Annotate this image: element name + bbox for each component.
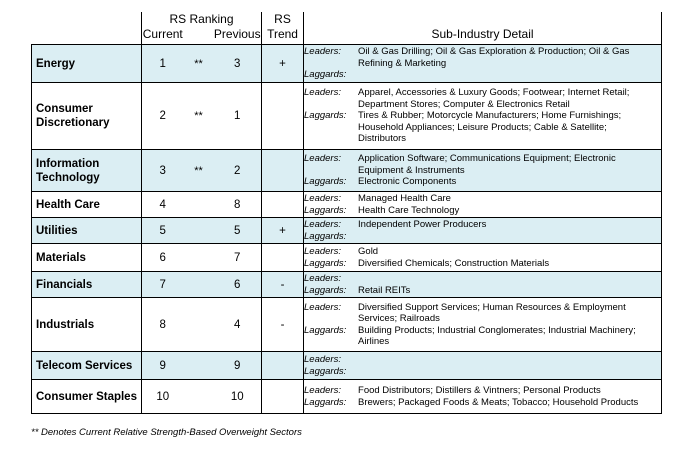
sector-row: [32, 83, 662, 150]
sector-name: Financials: [32, 272, 142, 298]
previous-rank: 5: [214, 218, 262, 244]
leaders-line: [304, 219, 661, 230]
sector-name: Information Technology: [32, 150, 142, 192]
overweight-marker: [184, 352, 214, 380]
laggards-label: Laggards:: [304, 324, 347, 336]
current-rank: 7: [142, 272, 184, 298]
leaders-text: [358, 354, 661, 365]
leaders-line: [304, 273, 661, 284]
rs-trend: [262, 380, 304, 414]
sector-rows: [32, 45, 662, 414]
laggards-line: [304, 231, 661, 242]
sub-industry-detail: [304, 192, 662, 218]
leaders-text: Food Distributors; Distillers & Vintners; Personal Products: [358, 385, 601, 397]
sector-ranking-table: [31, 12, 662, 414]
rs-trend: [262, 83, 304, 150]
laggards-label: Laggards:: [304, 365, 347, 377]
laggards-label: Laggards:: [304, 176, 347, 188]
overweight-marker: **: [184, 150, 214, 192]
current-rank: 10: [142, 380, 184, 414]
leaders-text: Diversified Support Services; Human Resources & Employment Services; Railroads: [358, 301, 626, 325]
laggards-text: Building Products; Industrial Conglomerates; Industrial Machinery; Airlines: [358, 324, 636, 347]
previous-rank: 6: [214, 272, 262, 298]
leaders-line: [304, 87, 661, 110]
overweight-marker: **: [184, 83, 214, 150]
leaders-text: Managed Health Care: [358, 193, 451, 205]
current-rank: 9: [142, 352, 184, 380]
sector-row: [32, 380, 662, 414]
sector-row: [32, 45, 662, 83]
sub-industry-detail: [304, 83, 662, 150]
current-rank: 2: [142, 83, 184, 150]
laggards-line: [304, 205, 661, 216]
leaders-line: [304, 153, 661, 176]
sub-industry-detail: [304, 380, 662, 414]
leaders-text: Gold: [358, 246, 379, 258]
sub-industry-detail: [304, 218, 662, 244]
laggards-text: [358, 231, 661, 242]
leaders-label: Leaders:: [304, 354, 341, 366]
leaders-text: Application Software; Communications Equipment; Electronic Equipment & Instruments: [358, 153, 616, 176]
laggards-label: Laggards:: [304, 110, 347, 122]
sector-row: [32, 244, 662, 272]
sector-row: [32, 352, 662, 380]
sub-industry-detail: [304, 244, 662, 272]
sub-industry-detail: [304, 298, 662, 352]
sector-ranking-table-container: [31, 12, 661, 414]
leaders-label: Leaders:: [304, 273, 341, 285]
leaders-label: Leaders:: [304, 153, 341, 165]
previous-rank: 1: [214, 83, 262, 150]
laggards-text: Retail REITs: [358, 284, 411, 296]
sector-row: [32, 298, 662, 352]
sector-name: Consumer Discretionary: [32, 83, 142, 150]
sub-industry-detail: [304, 150, 662, 192]
rs-trend: [262, 244, 304, 272]
laggards-label: Laggards:: [304, 230, 347, 242]
leaders-line: [304, 385, 661, 396]
overweight-marker: [184, 218, 214, 244]
leaders-label: Leaders:: [304, 87, 341, 99]
laggards-text: [358, 69, 661, 80]
rs-header: RS: [262, 12, 304, 27]
rs-trend: +: [262, 45, 304, 83]
footnote: ** Denotes Current Relative Strength-Based Overweight Sectors: [31, 427, 302, 438]
rs-trend: [262, 150, 304, 192]
current-rank: 1: [142, 45, 184, 83]
laggards-label: Laggards:: [304, 396, 347, 408]
previous-rank: 3: [214, 45, 262, 83]
leaders-line: [304, 246, 661, 257]
sub-industry-detail: [304, 272, 662, 298]
overweight-marker: [184, 298, 214, 352]
sector-name: Health Care: [32, 192, 142, 218]
leaders-text: Oil & Gas Drilling; Oil & Gas Exploration & Production; Oil & Gas Refining & Marketing: [358, 46, 630, 69]
rs-trend: -: [262, 272, 304, 298]
rs-ranking-header: RS Ranking: [142, 12, 262, 27]
sector-name: Energy: [32, 45, 142, 83]
laggards-text: Diversified Chemicals; Construction Materials: [358, 257, 550, 269]
sector-name: Telecom Services: [32, 352, 142, 380]
previous-rank: 9: [214, 352, 262, 380]
leaders-label: Leaders:: [304, 46, 341, 58]
sector-name: Materials: [32, 244, 142, 272]
overweight-marker: [184, 272, 214, 298]
current-rank: 6: [142, 244, 184, 272]
laggards-text: Electronic Components: [358, 176, 457, 188]
sector-name: Utilities: [32, 218, 142, 244]
leaders-label: Leaders:: [304, 385, 341, 397]
leaders-line: [304, 193, 661, 204]
overweight-marker: [184, 192, 214, 218]
laggards-label: Laggards:: [304, 284, 347, 296]
rs-trend: [262, 192, 304, 218]
laggards-line: [304, 176, 661, 187]
leaders-line: [304, 354, 661, 365]
laggards-line: [304, 285, 661, 296]
rs-trend: +: [262, 218, 304, 244]
leaders-text: Independent Power Producers: [358, 219, 487, 231]
previous-rank: 4: [214, 298, 262, 352]
leaders-label: Leaders:: [304, 246, 341, 258]
laggards-text: [358, 366, 661, 377]
laggards-label: Laggards:: [304, 204, 347, 216]
previous-header: Previous: [214, 27, 262, 45]
leaders-line: [304, 46, 661, 69]
overweight-marker: [184, 244, 214, 272]
laggards-line: [304, 110, 661, 144]
current-rank: 8: [142, 298, 184, 352]
current-rank: 5: [142, 218, 184, 244]
laggards-line: [304, 366, 661, 377]
laggards-text: Brewers; Packaged Foods & Meats; Tobacco; Household Products: [358, 396, 639, 408]
previous-rank: 7: [214, 244, 262, 272]
leaders-label: Leaders:: [304, 219, 341, 231]
sector-row: [32, 272, 662, 298]
rs-trend: -: [262, 298, 304, 352]
current-rank: 3: [142, 150, 184, 192]
previous-rank: 2: [214, 150, 262, 192]
leaders-text: Apparel, Accessories & Luxury Goods; Footwear; Internet Retail; Department Stores; Computer & Electronics Retail: [358, 87, 630, 110]
leaders-line: [304, 302, 661, 325]
leaders-text: [358, 273, 661, 284]
sector-name: Industrials: [32, 298, 142, 352]
laggards-line: [304, 69, 661, 80]
laggards-text: Health Care Technology: [358, 204, 460, 216]
sub-industry-detail: [304, 352, 662, 380]
laggards-label: Laggards:: [304, 257, 347, 269]
current-rank: 4: [142, 192, 184, 218]
sector-name: Consumer Staples: [32, 380, 142, 414]
overweight-marker: **: [184, 45, 214, 83]
previous-rank: 8: [214, 192, 262, 218]
rs-trend: [262, 352, 304, 380]
previous-rank: 10: [214, 380, 262, 414]
sub-industry-detail: [304, 45, 662, 83]
laggards-text: Tires & Rubber; Motorcycle Manufacturers; Home Furnishings; Household Appliances; Leisure Products; Cable & Satellite; Distributors: [358, 110, 622, 145]
current-header: Current: [142, 27, 184, 45]
sector-row: [32, 218, 662, 244]
overweight-marker: [184, 380, 214, 414]
laggards-label: Laggards:: [304, 69, 347, 81]
sub-industry-header: Sub-Industry Detail: [304, 27, 662, 45]
sector-row: [32, 192, 662, 218]
laggards-line: [304, 258, 661, 269]
trend-header: Trend: [262, 27, 304, 45]
laggards-line: [304, 325, 661, 348]
sector-row: [32, 150, 662, 192]
leaders-label: Leaders:: [304, 193, 341, 205]
leaders-label: Leaders:: [304, 301, 341, 313]
laggards-line: [304, 397, 661, 408]
